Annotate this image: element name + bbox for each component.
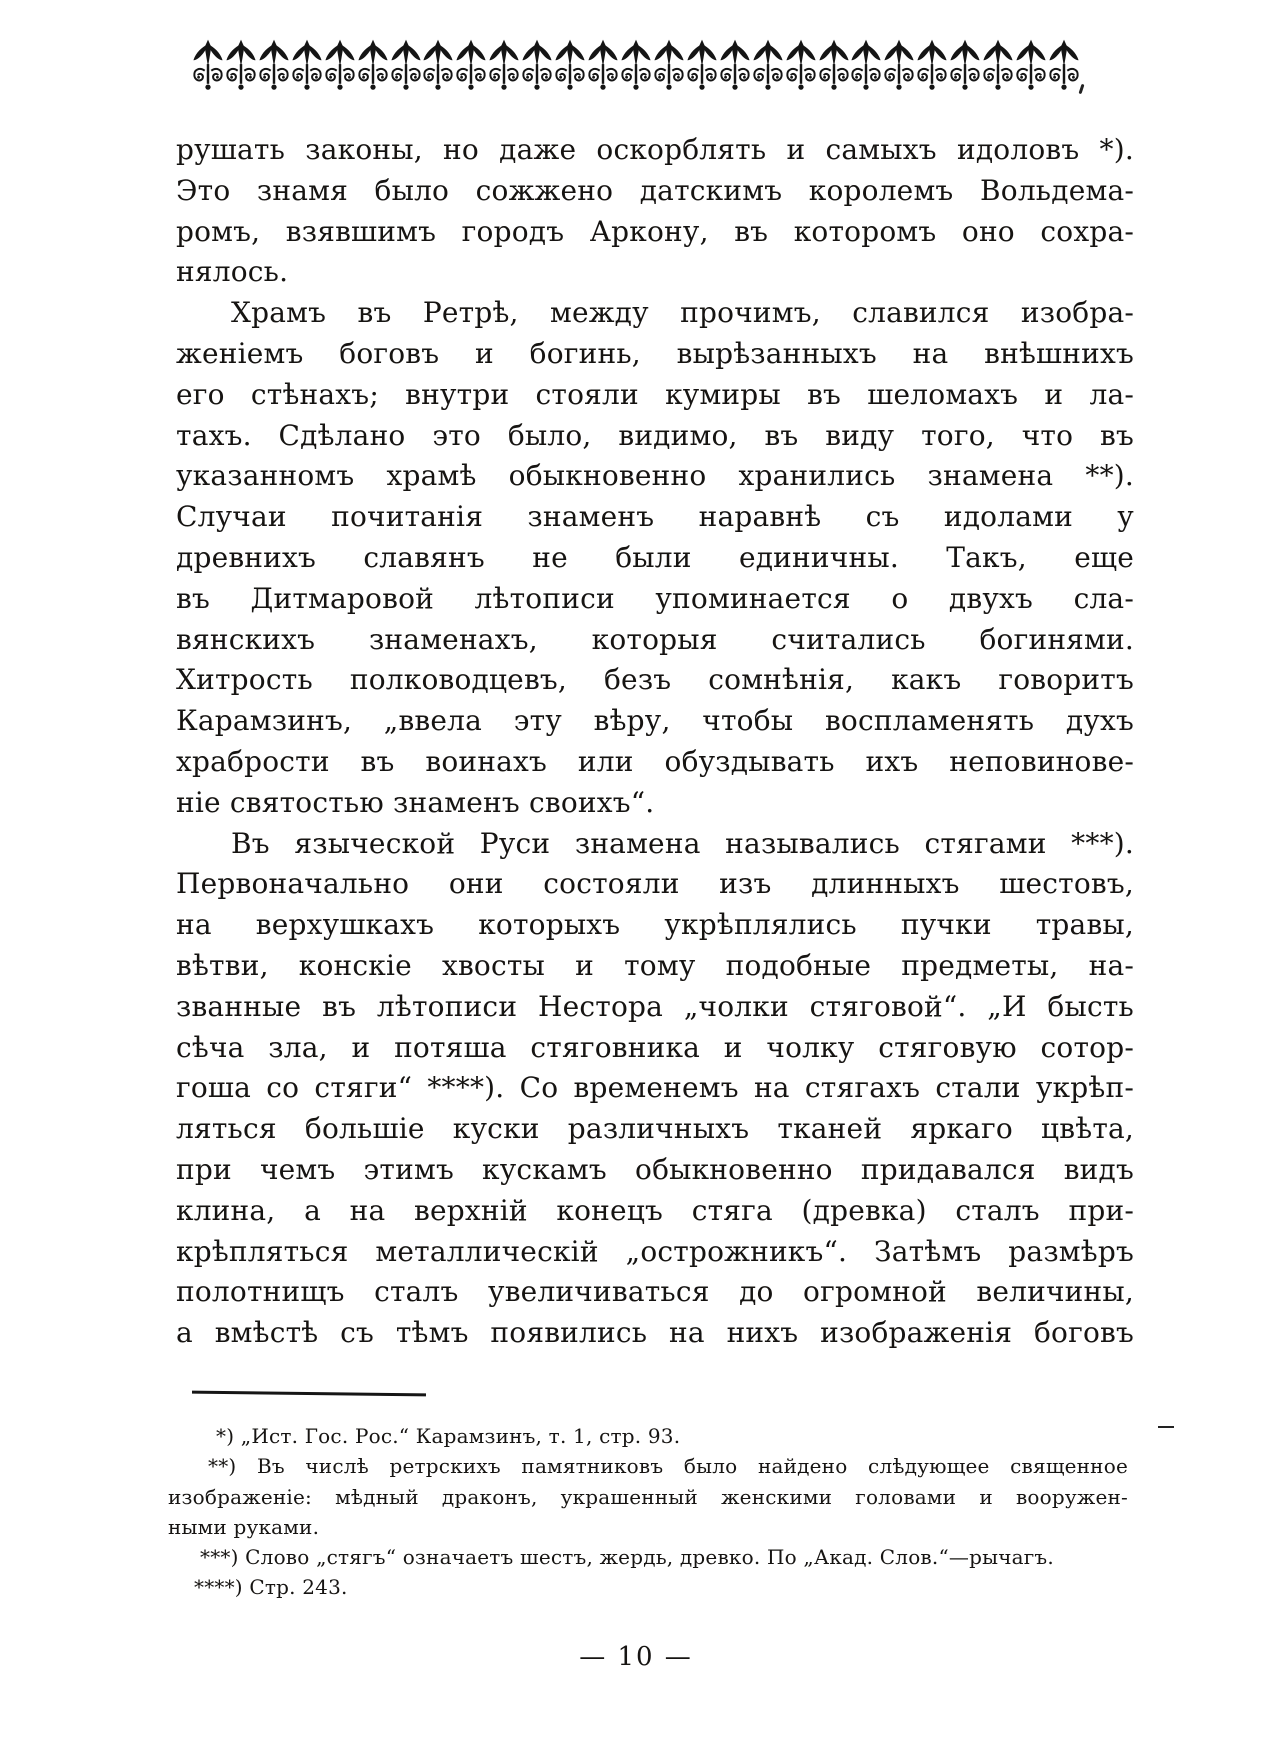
body-line: древнихъ славянъ не были единичны. Такъ, еще [176,540,1134,574]
body-line: Первоначально они состояли изъ длинныхъ шестовъ, [176,867,1134,901]
ornament-motif-icon [258,38,290,92]
ornament-motif-icon [324,38,356,92]
ornament-motif-icon [949,38,981,92]
ornament-motif-icon [818,38,850,92]
ornament-motif-icon [488,38,520,92]
footnote-line: изображеніе: мѣдный драконъ, украшенный женскими головами и вооружен- [168,1484,1128,1509]
body-line: Храмъ въ Ретрѣ, между прочимъ, славился изобра- [231,296,1134,330]
body-line: женіемъ боговъ и богинь, вырѣзанныхъ на внѣшнихъ [176,336,1134,370]
body-line: храбрости въ воинахъ или обуздывать ихъ неповинове- [176,744,1134,778]
body-line: ромъ, взявшимъ городъ Аркону, въ которомъ оно сохра- [176,214,1134,248]
body-line: въ Дитмаровой лѣтописи упоминается о двухъ сла- [176,581,1134,615]
body-line: вѣтви, конскіе хвосты и тому подобные предметы, на- [176,948,1134,982]
body-text [176,130,1134,1354]
body-line: клина, а на верхній конецъ стяга (древка) сталъ при- [176,1193,1134,1227]
body-line: при чемъ этимъ кускамъ обыкновенно придавался видъ [176,1152,1134,1186]
ornament-motif-icon [785,38,817,92]
ornament-motif-icon [357,38,389,92]
body-line: ляться большіе куски различныхъ тканей яркаго цвѣта, [176,1112,1134,1146]
body-line: крѣпляться металлическій „острожникъ“. Затѣмъ размѣръ [176,1234,1134,1268]
ornament-motif-icon [390,38,422,92]
ornament-motif-icon [850,38,882,92]
ornament-motif-icon [455,38,487,92]
body-line: Карамзинъ, „ввела эту вѣру, чтобы воспламенять духъ [176,704,1134,738]
body-line: Въ языческой Руси знамена назывались стягами ***). [231,826,1134,860]
ornament-motif-icon [422,38,454,92]
ornament-motif-icon [225,38,257,92]
ornament-border [192,38,1080,94]
ornament-motif-icon [1015,38,1047,92]
ornament-motif-icon [916,38,948,92]
ornament-motif-icon [719,38,751,92]
ornament-motif-icon [554,38,586,92]
ornament-motif-icon [686,38,718,92]
body-line: гоша со стяги“ ****). Со временемъ на стягахъ стали укрѣп- [176,1071,1134,1105]
ornament-motif-icon [291,38,323,92]
body-line: на верхушкахъ которыхъ укрѣплялись пучки травы, [176,908,1134,942]
body-line: Это знамя было сожжено датскимъ королемъ Вольдема- [176,173,1134,207]
body-line: ніе святостью знаменъ своихъ“. [176,785,655,819]
body-line: вянскихъ знаменахъ, которыя считались богинями. [176,622,1134,656]
footnote-separator [192,1391,426,1397]
body-line: нялось. [176,255,289,289]
body-line: Случаи почитанія знаменъ наравнѣ съ идолами у [176,500,1134,534]
ornament-motif-icon [982,38,1014,92]
ornament-motif-icon [883,38,915,92]
ornament-motif-icon [620,38,652,92]
body-line: тахъ. Сдѣлано это было, видимо, въ виду того, что въ [176,418,1134,452]
body-line: сѣча зла, и потяша стяговника и чолку стяговую сотор- [176,1030,1134,1064]
ornament-motif-icon [192,38,224,92]
footnote-line: ***) Слово „стягъ“ означаетъ шестъ, жердь, древко. По „Акад. Слов.“—рычагъ. [200,1545,1054,1570]
body-line: его стѣнахъ; внутри стояли кумиры въ шеломахъ и ла- [176,377,1134,411]
body-line: полотнищъ сталъ увеличиваться до огромной величины, [176,1275,1134,1309]
ornament-motif-icon [653,38,685,92]
body-line: рушать законы, но даже оскорблять и самыхъ идоловъ *). [176,133,1134,166]
scan-dash-artifact [1158,1426,1174,1428]
footnote-line: **) Въ числѣ ретрскихъ памятниковъ было найдено слѣдующее священное [208,1454,1128,1479]
ornament-motif-icon [587,38,619,92]
ornament-motif-icon [1048,38,1080,92]
footnotes [168,1421,1128,1603]
body-line: а вмѣстѣ съ тѣмъ появились на нихъ изображенія боговъ [176,1316,1134,1350]
body-line: Хитрость полководцевъ, безъ сомнѣнія, какъ говоритъ [176,663,1134,697]
ornament-motif-icon [521,38,553,92]
page-number: — 10 — [579,1642,693,1672]
footnote-line: ****) Стр. 243. [194,1575,348,1600]
body-line: званные въ лѣтописи Нестора „чолки стяговой“. „И бысть [176,989,1134,1023]
footnote-line: ными руками. [168,1514,320,1539]
body-line: указанномъ храмѣ обыкновенно хранились знамена **). [176,459,1134,493]
footnote-line: *) „Ист. Гос. Рос.“ Карамзинъ, т. 1, стр. 93. [216,1424,681,1448]
ornament-motif-icon [752,38,784,92]
